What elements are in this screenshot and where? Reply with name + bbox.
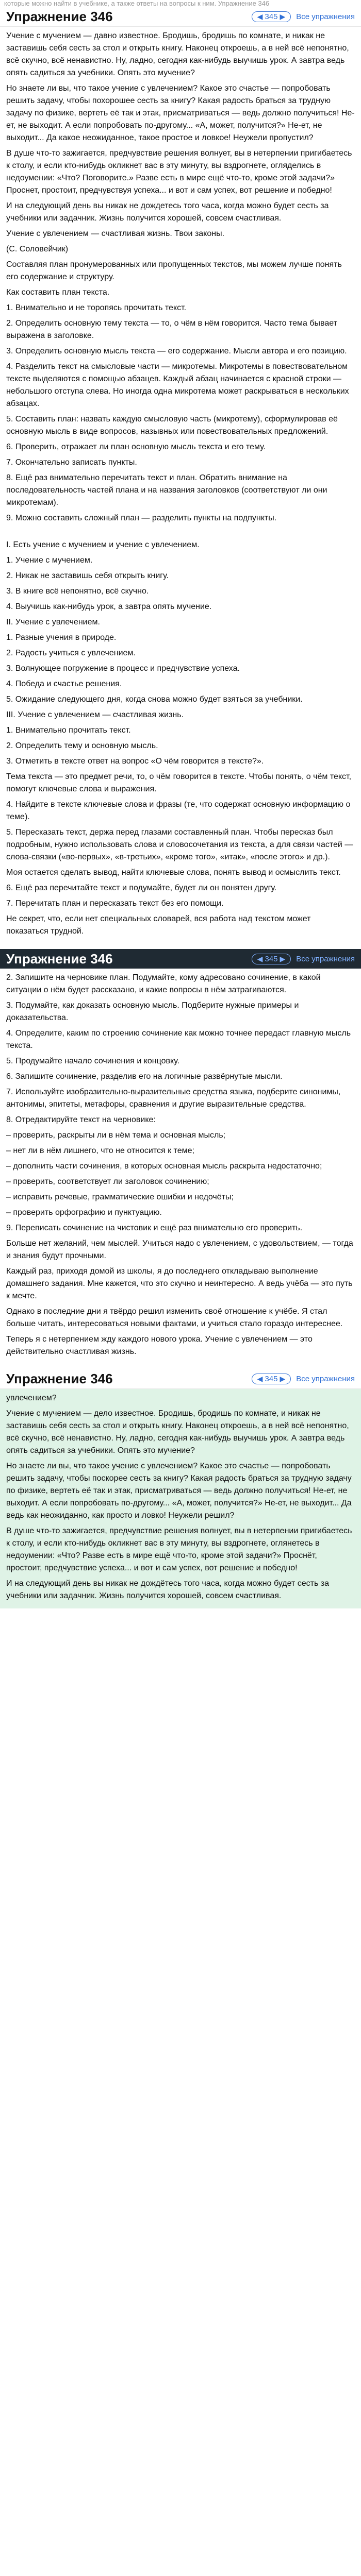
paragraph: Учение с мучением — давно известное. Бродишь, бродишь по комнате, и никак не заставишь себя сесть за стол и открыть книгу. Наконец откроешь, а в ней всё непонятно, всё скучно, всё ненавистно. Ну, ладно, сегодня как-нибудь выучишь урок. А завтра ведь опять садиться за учебники. Опять это мучение? bbox=[6, 31, 349, 77]
paragraph: Учение с увлечением — счастливая жизнь. Твои законы. bbox=[6, 229, 225, 238]
paragraph: 9. Переписать сочинение на чистовик и ещё раз внимательно его проверить. bbox=[6, 1224, 303, 1232]
paragraph: В душе что-то зажигается, предчувствие решения волнует, вы в нетерпении пригибаетесь к столу, и если кто-нибудь окликнет вас в эту минуту, вы вздрогнете, оглянетесь в недоумении: «Что? Разве есть в мире ещё что-то, кроме этой задачи?» Проснёт, простоит, предчувствие успеха... и вот и сам успех, вот решение и победно! bbox=[6, 1527, 352, 1572]
paragraph: I. Есть учение с мучением и учение с увлечением. bbox=[6, 540, 200, 549]
paragraph: 4. Победа и счастье решения. bbox=[6, 680, 122, 688]
paragraph: Но знаете ли вы, что такое учение с увлечением? Какое это счастье — попробовать решить задачу, чтобы похорошее сесть за книгу? Какая радость браться за трудную задачу по физике, вертеть её так и этак, присматриваться — ведь должно получиться! Не-ет, не выходит. А если попробовать по-другому... «А, может, получится?» Не-ет, не выходит... Да какое неожиданное, такое простое и ловкое! Неужели пропустил? bbox=[6, 84, 355, 142]
paragraph: (С. Соловейчик) bbox=[6, 245, 69, 253]
paragraph: Не секрет, что, если нет специальных словарей, вся работа над текстом может показаться трудной. bbox=[6, 914, 311, 936]
paragraph: 8. Ещё раз внимательно перечитать текст и план. Обратить внимание на последовательность частей плана и на названия заголовков (соответствуют ли они микротемам). bbox=[6, 473, 327, 507]
paragraph: Однако в последние дни я твёрдо решил изменить своё отношение к учёбе. Я стал больше читать, интересоваться новыми фактами, и учиться стало гораздо интереснее. bbox=[6, 1307, 343, 1328]
sections-container bbox=[0, 7, 361, 1608]
paragraph: Тема текста — это предмет речи, то, о чём говорится в тексте. Чтобы понять, о чём текст, помогут ключевые слова и выражения. bbox=[6, 772, 352, 793]
exercise-header bbox=[0, 949, 361, 969]
paragraph: 9. Можно составить сложный план — разделить пункты на подпункты. bbox=[6, 514, 277, 522]
paragraph: 5. Продумайте начало сочинения и концовку. bbox=[6, 1057, 180, 1065]
paragraph: 4. Найдите в тексте ключевые слова и фразы (те, что содержат основную информацию о теме). bbox=[6, 800, 351, 821]
exercise-title: Упражнение 346 bbox=[6, 951, 113, 967]
next-arrow-icon[interactable]: ▶ bbox=[280, 954, 286, 963]
next-arrow-icon[interactable]: ▶ bbox=[280, 12, 286, 21]
paragraph: 3. Подумайте, как доказать основную мысль. Подберите нужные примеры и доказательства. bbox=[6, 1001, 299, 1022]
paragraph: 5. Составить план: назвать каждую смысловую часть (микротему), сформулировав её основную мысль в виде вопросов, назывных или повествовательных предложений. bbox=[6, 415, 338, 436]
next-arrow-icon[interactable]: ▶ bbox=[280, 1375, 286, 1383]
paragraph: 2. Запишите на черновике план. Подумайте, кому адресовано сочинение, в какой ситуации о нём будет рассказано, и какие вопросы в нём затрагиваются. bbox=[6, 973, 321, 994]
exercise-number: 345 bbox=[265, 954, 278, 963]
exercise-nav bbox=[252, 1374, 355, 1384]
exercise-title: Упражнение 346 bbox=[6, 9, 113, 24]
paragraph: 3. Определить основную мысль текста — его содержание. Мысли автора и его позицию. bbox=[6, 347, 347, 355]
paragraph: 4. Разделить текст на смысловые части — микротемы. Микротемы в повествовательном тексте выделяются с помощью абзацев. Каждый абзац начинается с красной строки — небольшого отступа слева. Но иногда одна микротема может раскрываться в нескольких абзацах. bbox=[6, 362, 349, 408]
exercise-section bbox=[0, 536, 361, 944]
exercise-pager[interactable] bbox=[252, 11, 291, 22]
exercise-nav bbox=[252, 11, 355, 22]
paragraph: 2. Никак не заставишь себя открыть книгу. bbox=[6, 571, 169, 580]
paragraph: 6. Ещё раз перечитайте текст и подумайте, будет ли он понятен другу. bbox=[6, 884, 277, 892]
paragraph: 6. Проверить, отражает ли план основную мысль текста и его тему. bbox=[6, 443, 266, 451]
paragraph: – проверить, соответствует ли заголовок сочинению; bbox=[6, 1177, 209, 1186]
paragraph: 7. Окончательно записать пункты. bbox=[6, 458, 137, 467]
paragraph: Составляя план пронумерованных или пропущенных текстов, мы можем лучше понять его содержание и структуру. bbox=[6, 260, 342, 281]
exercise-content bbox=[0, 969, 361, 1364]
prev-arrow-icon[interactable]: ◀ bbox=[257, 12, 263, 21]
paragraph: II. Учение с увлечением. bbox=[6, 618, 100, 626]
paragraph: 1. Внимательно прочитать текст. bbox=[6, 726, 131, 735]
paragraph: И на следующий день вы никак не дождетесь того часа, когда можно будет сесть за учебники или задачник. Жизнь получится хорошей, совсем счастливая. bbox=[6, 201, 329, 223]
paragraph: III. Учение с увлечением — счастливая жизнь. bbox=[6, 710, 184, 719]
paragraph: 5. Ожидание следующего дня, когда снова можно будет взяться за учебники. bbox=[6, 695, 303, 704]
paragraph: – проверить орфографию и пунктуацию. bbox=[6, 1208, 162, 1217]
paragraph: 5. Пересказать текст, держа перед глазами составленный план. Чтобы пересказ был подробным, нужно использовать слова и словосочетания из текста, а для связи частей — слова-связки («во-первых», «в-третьих», «кроме того», «итак», «после этого» и др.). bbox=[6, 828, 353, 861]
paragraph: 1. Внимательно и не торопясь прочитать текст. bbox=[6, 303, 187, 312]
top-cutoff-text: которые можно найти в учебнике, а также ответы на вопросы к ним. Упражнение 346 bbox=[4, 0, 270, 7]
exercise-content bbox=[0, 1389, 361, 1608]
paragraph: 3. В книге всё непонятно, всё скучно. bbox=[6, 587, 149, 596]
paragraph: – дополнить части сочинения, в которых основная мысль раскрыта недостаточно; bbox=[6, 1162, 322, 1171]
exercise-number: 345 bbox=[265, 1375, 278, 1383]
exercise-section bbox=[0, 1369, 361, 1608]
exercise-content bbox=[0, 536, 361, 944]
paragraph: 2. Радость учиться с увлечением. bbox=[6, 649, 136, 657]
prev-arrow-icon[interactable]: ◀ bbox=[257, 1375, 263, 1383]
paragraph: Каждый раз, приходя домой из школы, я до последнего откладываю выполнение домашнего задания. Мне кажется, что это скучно и неинтересно. А ведь учёба — это путь к мечте. bbox=[6, 1267, 353, 1300]
exercise-nav bbox=[252, 954, 355, 964]
paragraph: 6. Запишите сочинение, разделив его на логичные развёрнутые мысли. bbox=[6, 1072, 283, 1081]
paragraph: увлечением? bbox=[6, 1394, 57, 1402]
exercise-title: Упражнение 346 bbox=[6, 1371, 113, 1386]
paragraph: 1. Учение с мучением. bbox=[6, 556, 93, 565]
exercise-pager[interactable] bbox=[252, 954, 291, 964]
all-exercises-link[interactable]: Все упражнения bbox=[296, 1375, 355, 1383]
paragraph: Больше нет желаний, чем мыслей. Учиться надо с увлечением, с удовольствием, — тогда и знания будут прочными. bbox=[6, 1239, 353, 1260]
paragraph: 8. Отредактируйте текст на черновике: bbox=[6, 1115, 156, 1124]
paragraph: 7. Перечитать план и пересказать текст без его помощи. bbox=[6, 899, 224, 908]
paragraph: Теперь я с нетерпением жду каждого нового урока. Учение с увлечением — это действительно счастливая жизнь. bbox=[6, 1335, 313, 1356]
exercise-header bbox=[0, 7, 361, 27]
all-exercises-link[interactable]: Все упражнения bbox=[296, 954, 355, 963]
paragraph: – проверить, раскрыты ли в нём тема и основная мысль; bbox=[6, 1131, 226, 1140]
paragraph: 7. Используйте изобразительно-выразительные средства языка, подберите синонимы, антонимы, эпитеты, метафоры, сравнения и другие выразительные средства. bbox=[6, 1088, 341, 1109]
exercise-section bbox=[0, 7, 361, 531]
paragraph: 3. Отметить в тексте ответ на вопрос «О чём говорится в тексте?». bbox=[6, 757, 264, 766]
paragraph: Учение с мучением — дело известное. Бродишь, бродишь по комнате, и никак не заставишь себя сесть за стол и открыть книгу. Наконец откроешь, а в ней всё непонятно, всё скучно, всё ненавистно. Ну, ладно, сегодня как-нибудь выучишь урок. А завтра ведь опять садиться за учебники. Опять это мучение? bbox=[6, 1409, 349, 1455]
paragraph: 4. Выучишь как-нибудь урок, а завтра опять мучение. bbox=[6, 602, 212, 611]
paragraph: Как составить план текста. bbox=[6, 288, 110, 297]
paragraph: 4. Определите, каким по строению сочинение как можно точнее передаст главную мысль текста. bbox=[6, 1029, 351, 1050]
paragraph: 1. Разные учения в природе. bbox=[6, 633, 117, 642]
paragraph: Моя остается сделать вывод, найти ключевые слова, понять вывод и осмыслить текст. bbox=[6, 868, 341, 877]
paragraph: 3. Волнующее погружение в процесс и предчувствие успеха. bbox=[6, 664, 240, 673]
exercise-section bbox=[0, 949, 361, 1364]
exercise-pager[interactable] bbox=[252, 1374, 291, 1384]
paragraph: Но знаете ли вы, что такое учение с увлечением? Какое это счастье — попробовать решить задачу, чтобы поскорее сесть за книгу? Какая радость браться за трудную задачу по физике, вертеть её так и этак, присматриваться — ведь должно получиться! Не-ет, не выходит. А если попробовать по-другому... «А, может, получится?» Не-ет, не выходит... Да ведь как неожиданно, как просто и ловко! Неужели решил? bbox=[6, 1462, 352, 1520]
exercise-number: 345 bbox=[265, 12, 278, 21]
exercise-header bbox=[0, 1369, 361, 1389]
exercise-content bbox=[0, 27, 361, 531]
paragraph: В душе что-то зажигается, предчувствие решения волнует, вы в нетерпении пригибаетесь к столу, и если кто-нибудь окликнет вас в эту минуту, вы вздрогнете, огляделись в недоумении: «Что? Поговорите.» Разве есть в мире ещё что-то, кроме этой задачи?» Проснет, простоит, предчувствуя успеха... и вот и сам успех, вот решение и победно! bbox=[6, 149, 352, 195]
paragraph: – исправить речевые, грамматические ошибки и недочёты; bbox=[6, 1193, 234, 1201]
prev-arrow-icon[interactable]: ◀ bbox=[257, 954, 263, 963]
paragraph: – нет ли в нём лишнего, что не относится к теме; bbox=[6, 1146, 194, 1155]
paragraph: 2. Определить тему и основную мысль. bbox=[6, 741, 158, 750]
all-exercises-link[interactable]: Все упражнения bbox=[296, 12, 355, 21]
paragraph: 2. Определить основную тему текста — то, о чём в нём говорится. Часто тема бывает выражена в заголовке. bbox=[6, 319, 337, 340]
paragraph: И на следующий день вы никак не дождётесь того часа, когда можно будет сесть за учебники или задачник. Жизнь получится хорошей, совсем счастливая. bbox=[6, 1579, 329, 1600]
